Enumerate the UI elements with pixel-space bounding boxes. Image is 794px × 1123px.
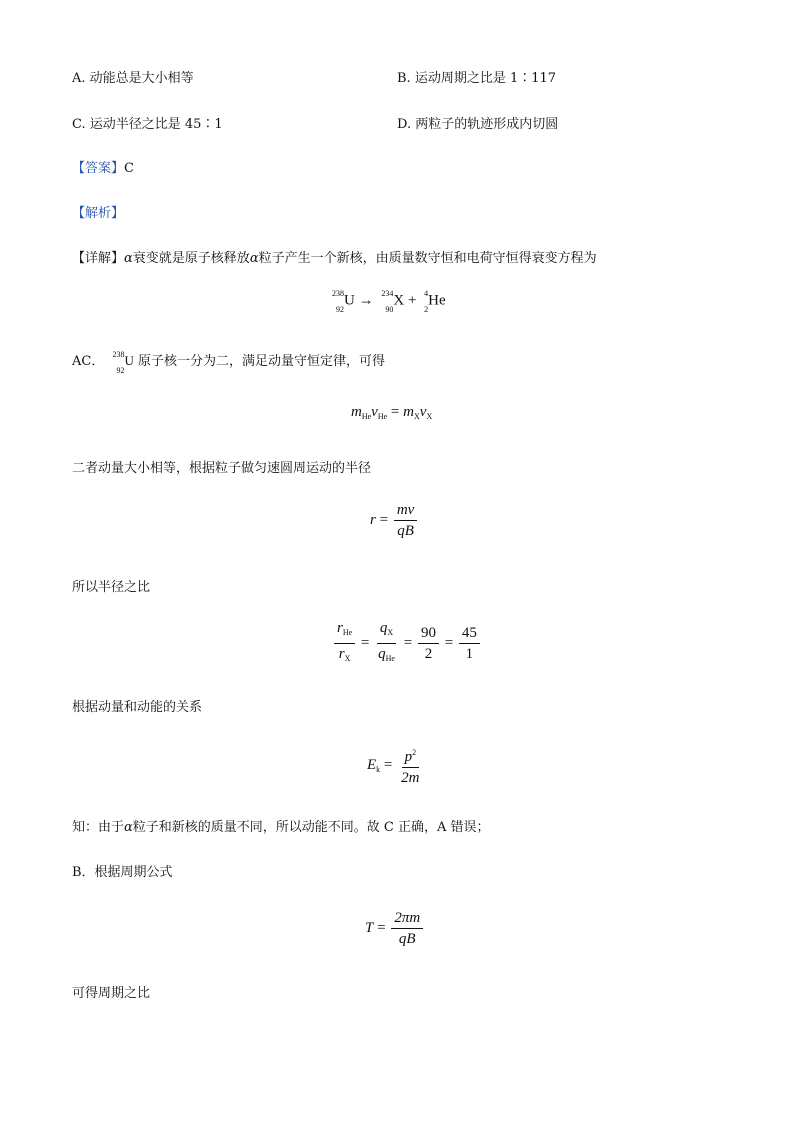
period-ratio-intro: 可得周期之比 (72, 986, 151, 1001)
arrow-symbol: → (358, 292, 374, 309)
answer-tag: 【答案】 (72, 161, 125, 176)
option-a: A. 动能总是大小相等 (72, 71, 194, 86)
b-line: B．根据周期公式 (72, 865, 173, 880)
option-c: C. 运动半径之比是 45∶1 (72, 117, 223, 132)
detail-text-1: 衰变就是原子核释放 (132, 251, 250, 266)
energy-intro: 根据动量和动能的关系 (72, 700, 203, 715)
ac-line: AC． 238 92 U 原子核一分为二，满足动量守恒定律，可得 (72, 349, 386, 375)
alpha-symbol-2: α (249, 251, 259, 266)
ratio-equation: $\frac{r_{He}}{r_X}$ = $\frac{q_X}{q_{He}}$ = $\frac{90}{2}$ = $\frac{45}{1}$ (332, 620, 482, 667)
answer-value: C (124, 161, 134, 176)
uranium-nuclide-inline: 238 92 (112, 349, 125, 375)
radius-intro: 二者动量大小相等，根据粒子做匀速圆周运动的半径 (72, 461, 372, 476)
answer-line (72, 157, 134, 176)
detail-line (72, 247, 597, 266)
detail-text-2: 粒子产生一个新核，由质量数守恒和电荷守恒得衰变方程为 (258, 251, 597, 266)
radius-ratio-intro: 所以半径之比 (72, 580, 151, 595)
uranium-nuclide: 238 92 (332, 289, 344, 314)
option-b: B. 运动周期之比是 1∶117 (397, 71, 557, 86)
alpha-symbol: α (124, 251, 133, 266)
momentum-equation: $m_{He}v_{He} = m_Xv_X$ (351, 404, 433, 421)
helium-nuclide: 4 2 (424, 289, 429, 314)
alpha-symbol-3: α (124, 820, 133, 835)
x-nuclide: 234 90 (381, 289, 394, 314)
conclusion-line: 知：由于α粒子和新核的质量不同，所以动能不同。故 C 正确，A 错误； (72, 820, 490, 835)
energy-equation: $E_k$ = $\frac{p^2}{2m}$ (367, 745, 424, 786)
decay-equation: 238 92 U → 234 90 X + 4 2 He (328, 290, 446, 312)
period-equation: T = $\frac{2\pi m}{qB}$ (365, 910, 425, 947)
analysis-tag: 【解析】 (72, 206, 125, 221)
radius-equation: r = $\frac{mv}{qB}$ (370, 502, 419, 539)
detail-tag: 【详解】 (72, 251, 125, 266)
option-d: D. 两粒子的轨迹形成内切圆 (397, 117, 559, 132)
